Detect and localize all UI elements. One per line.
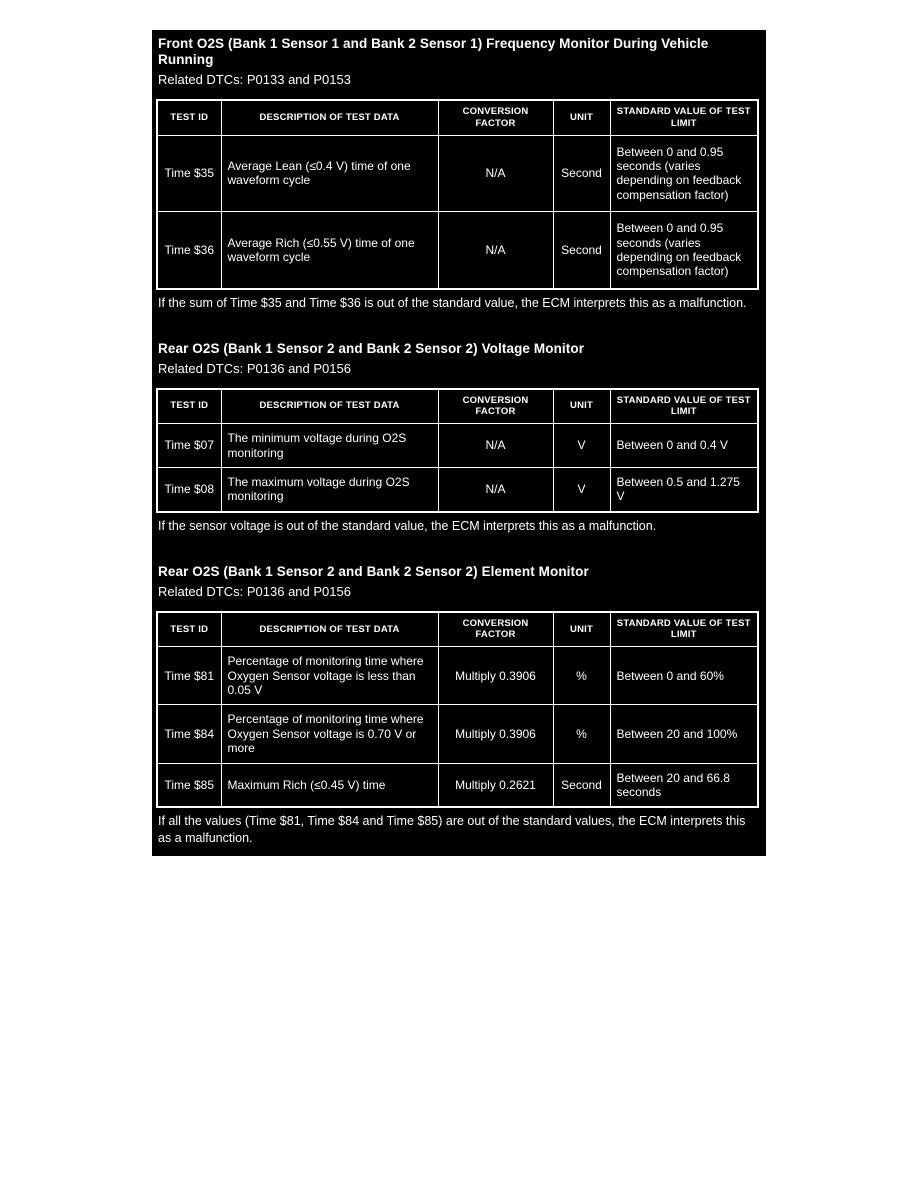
cell-unit: %	[553, 705, 610, 763]
section-note: If the sensor voltage is out of the standard value, the ECM interprets this as a malfunction.	[158, 518, 657, 533]
cell-description: Percentage of monitoring time where Oxygen Sensor voltage is less than 0.05 V	[221, 647, 438, 705]
cell-standard-value: Between 0 and 0.4 V	[610, 424, 758, 468]
cell-conversion-factor: Multiply 0.3906	[438, 647, 553, 705]
cell-description: Percentage of monitoring time where Oxygen Sensor voltage is 0.70 V or more	[221, 705, 438, 763]
header-test-id: TEST ID	[157, 100, 221, 135]
section-related-dtcs: Related DTCs: P0136 and P0156	[158, 360, 351, 376]
table-row	[157, 212, 758, 289]
cell-description: The minimum voltage during O2S monitoring	[221, 424, 438, 468]
cell-test-id: Time $08	[157, 468, 221, 512]
header-conversion-factor: CONVERSION FACTOR	[438, 612, 553, 647]
test-data-table	[156, 611, 759, 809]
section-related-dtcs: Related DTCs: P0136 and P0156	[158, 583, 351, 599]
header-standard-value: STANDARD VALUE OF TEST LIMIT	[610, 100, 758, 135]
section-rear-o2s-element-monitor	[156, 564, 759, 846]
cell-unit: V	[553, 424, 610, 468]
cell-conversion-factor: N/A	[438, 212, 553, 289]
section-note: If all the values (Time $81, Time $84 and Time $85) are out of the standard values, the ECM interprets this as a malfunction.	[158, 814, 746, 845]
cell-conversion-factor: N/A	[438, 468, 553, 512]
header-test-id: TEST ID	[157, 612, 221, 647]
section-rear-o2s-voltage-monitor	[156, 341, 759, 534]
cell-unit: V	[553, 468, 610, 512]
cell-description: The maximum voltage during O2S monitoring	[221, 468, 438, 512]
header-description: DESCRIPTION OF TEST DATA	[221, 612, 438, 647]
table-row	[157, 763, 758, 807]
cell-test-id: Time $85	[157, 763, 221, 807]
cell-standard-value: Between 0.5 and 1.275 V	[610, 468, 758, 512]
section-related-dtcs: Related DTCs: P0133 and P0153	[158, 71, 351, 87]
section-title: Rear O2S (Bank 1 Sensor 2 and Bank 2 Sensor 2) Element Monitor	[158, 564, 589, 580]
header-conversion-factor: CONVERSION FACTOR	[438, 100, 553, 135]
cell-standard-value: Between 0 and 60%	[610, 647, 758, 705]
cell-test-id: Time $35	[157, 135, 221, 212]
header-description: DESCRIPTION OF TEST DATA	[221, 100, 438, 135]
section-note: If the sum of Time $35 and Time $36 is out of the standard value, the ECM interprets this as a malfunction.	[158, 295, 747, 310]
section-front-o2s-frequency-monitor	[156, 36, 759, 311]
table-header-row	[157, 612, 758, 647]
header-unit: UNIT	[553, 100, 610, 135]
table-row	[157, 135, 758, 212]
table-row	[157, 705, 758, 763]
table-header-row	[157, 100, 758, 135]
cell-unit: Second	[553, 135, 610, 212]
cell-description: Maximum Rich (≤0.45 V) time	[221, 763, 438, 807]
table-header-row	[157, 389, 758, 424]
table-row	[157, 647, 758, 705]
cell-unit: %	[553, 647, 610, 705]
cell-test-id: Time $84	[157, 705, 221, 763]
header-conversion-factor: CONVERSION FACTOR	[438, 389, 553, 424]
service-manual-panel	[152, 30, 766, 856]
cell-conversion-factor: N/A	[438, 135, 553, 212]
test-data-table	[156, 99, 759, 290]
cell-conversion-factor: Multiply 0.3906	[438, 705, 553, 763]
cell-conversion-factor: Multiply 0.2621	[438, 763, 553, 807]
header-unit: UNIT	[553, 389, 610, 424]
cell-standard-value: Between 0 and 0.95 seconds (varies depending on feedback compensation factor)	[610, 135, 758, 212]
cell-test-id: Time $81	[157, 647, 221, 705]
test-data-table	[156, 388, 759, 513]
header-test-id: TEST ID	[157, 389, 221, 424]
cell-standard-value: Between 20 and 100%	[610, 705, 758, 763]
header-standard-value: STANDARD VALUE OF TEST LIMIT	[610, 612, 758, 647]
section-title: Rear O2S (Bank 1 Sensor 2 and Bank 2 Sensor 2) Voltage Monitor	[158, 341, 585, 357]
header-unit: UNIT	[553, 612, 610, 647]
header-description: DESCRIPTION OF TEST DATA	[221, 389, 438, 424]
cell-test-id: Time $07	[157, 424, 221, 468]
cell-unit: Second	[553, 212, 610, 289]
table-row	[157, 424, 758, 468]
cell-description: Average Rich (≤0.55 V) time of one waveform cycle	[221, 212, 438, 289]
cell-standard-value: Between 0 and 0.95 seconds (varies depending on feedback compensation factor)	[610, 212, 758, 289]
cell-description: Average Lean (≤0.4 V) time of one waveform cycle	[221, 135, 438, 212]
header-standard-value: STANDARD VALUE OF TEST LIMIT	[610, 389, 758, 424]
cell-unit: Second	[553, 763, 610, 807]
cell-conversion-factor: N/A	[438, 424, 553, 468]
cell-standard-value: Between 20 and 66.8 seconds	[610, 763, 758, 807]
section-title: Front O2S (Bank 1 Sensor 1 and Bank 2 Sensor 1) Frequency Monitor During Vehicle Running	[158, 36, 709, 68]
cell-test-id: Time $36	[157, 212, 221, 289]
table-row	[157, 468, 758, 512]
